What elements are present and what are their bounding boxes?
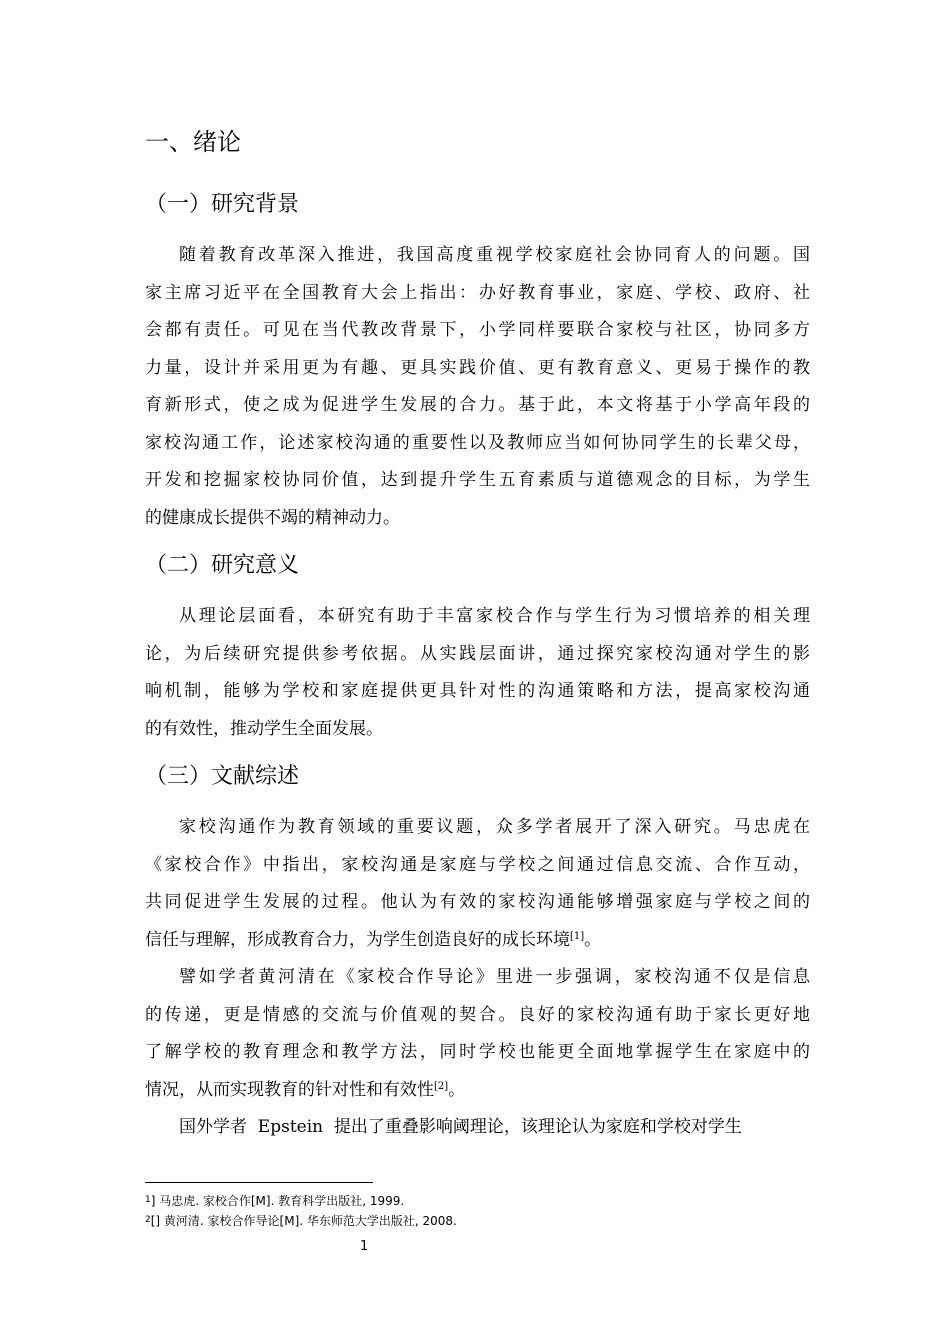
footnote-mark: 1	[145, 1195, 151, 1205]
section-heading-significance: （二）研究意义	[145, 553, 300, 578]
text-line-tail: 。	[584, 929, 602, 950]
text-line: 家校沟通作为教育领域的重要议题，众多学者展开了深入研究。马忠虎在	[179, 817, 810, 837]
text-line: 开发和挖掘家校协同价值，达到提升学生五育素质与道德观念的目标，为学生	[145, 470, 810, 490]
text-line: 力量，设计并采用更为有趣、更具实践价值、更有教育意义、更易于操作的教	[145, 357, 810, 378]
text-line: 随着教育改革深入推进，我国高度重视学校家庭社会协同育人的问题。国	[179, 245, 810, 265]
text-line: 会都有责任。可见在当代教改背景下，小学同样要联合家校与社区，协同多方	[145, 320, 810, 340]
paragraph-literature-1	[145, 809, 810, 959]
page-number: 1	[360, 1239, 369, 1254]
text-line: 譬如学者黄河清在《家校合作导论》里进一步强调，家校沟通不仅是信息	[179, 967, 810, 987]
text-line: 的传递，更是情感的交流与价值观的契合。良好的家校沟通有助于家长更好地	[145, 1004, 810, 1025]
text-line	[145, 922, 810, 960]
text-line: 共同促进学生发展的过程。他认为有效的家校沟通能够增强家庭与学校之间的	[145, 892, 810, 912]
text-line: 的有效性，推动学生全面发展。	[145, 718, 383, 739]
paragraph-literature-3	[145, 1109, 810, 1147]
citation-marker: [2]	[434, 1080, 449, 1092]
text-line: 家主席习近平在全国教育大会上指出：办好教育事业，家庭、学校、政府、社	[145, 282, 810, 303]
text-line: 育新形式，使之成为促进学生发展的合力。基于此，本文将基于小学高年段的	[145, 395, 810, 415]
footnote-1	[145, 1192, 404, 1209]
paragraph-significance	[145, 598, 810, 748]
text-line: 论，为后续研究提供参考依据。从实践层面讲，通过探究家校沟通对学生的影	[145, 643, 810, 664]
chapter-title: 一、绪论	[145, 128, 241, 156]
section-heading-background: （一）研究背景	[145, 192, 300, 217]
text-line: 国外学者 Epstein 提出了重叠影响阈理论，该理论认为家庭和学校对学生	[179, 1117, 742, 1137]
footnote-2	[145, 1212, 457, 1229]
text-line: 家校沟通工作，论述家校沟通的重要性以及教师应当如何协同学生的长辈父母，	[145, 432, 810, 453]
citation-marker: [1]	[570, 930, 585, 942]
text-line: 的健康成长提供不竭的精神动力。	[145, 507, 400, 528]
text-line-content: 信任与理解，形成教育合力，为学生创造良好的成长环境	[145, 929, 570, 950]
text-line: 了解学校的教育理念和教学方法，同时学校也能更全面地掌握学生在家庭中的	[145, 1042, 810, 1062]
text-line: 从理论层面看，本研究有助于丰富家校合作与学生行为习惯培养的相关理	[179, 606, 810, 626]
footnote-mark: 2	[145, 1215, 151, 1225]
text-line: 响机制，能够为学校和家庭提供更具针对性的沟通策略和方法，提高家校沟通	[145, 681, 810, 701]
text-line	[145, 1072, 810, 1110]
paragraph-background	[145, 237, 810, 537]
footnote-separator	[145, 1182, 373, 1183]
text-line-content: 情况，从而实现教育的针对性和有效性	[145, 1079, 434, 1100]
paragraph-literature-2	[145, 959, 810, 1109]
section-heading-literature-review: （三）文献综述	[145, 764, 300, 789]
footnote-text: ] 马忠虎. 家校合作[M]. 教育科学出版社, 1999.	[150, 1194, 405, 1208]
text-line-tail: 。	[448, 1079, 466, 1100]
text-line: 《家校合作》中指出，家校沟通是家庭与学校之间通过信息交流、合作互动，	[145, 854, 810, 875]
footnote-text: [] 黄河清. 家校合作导论[M]. 华东师范大学出版社, 2008.	[150, 1214, 457, 1228]
